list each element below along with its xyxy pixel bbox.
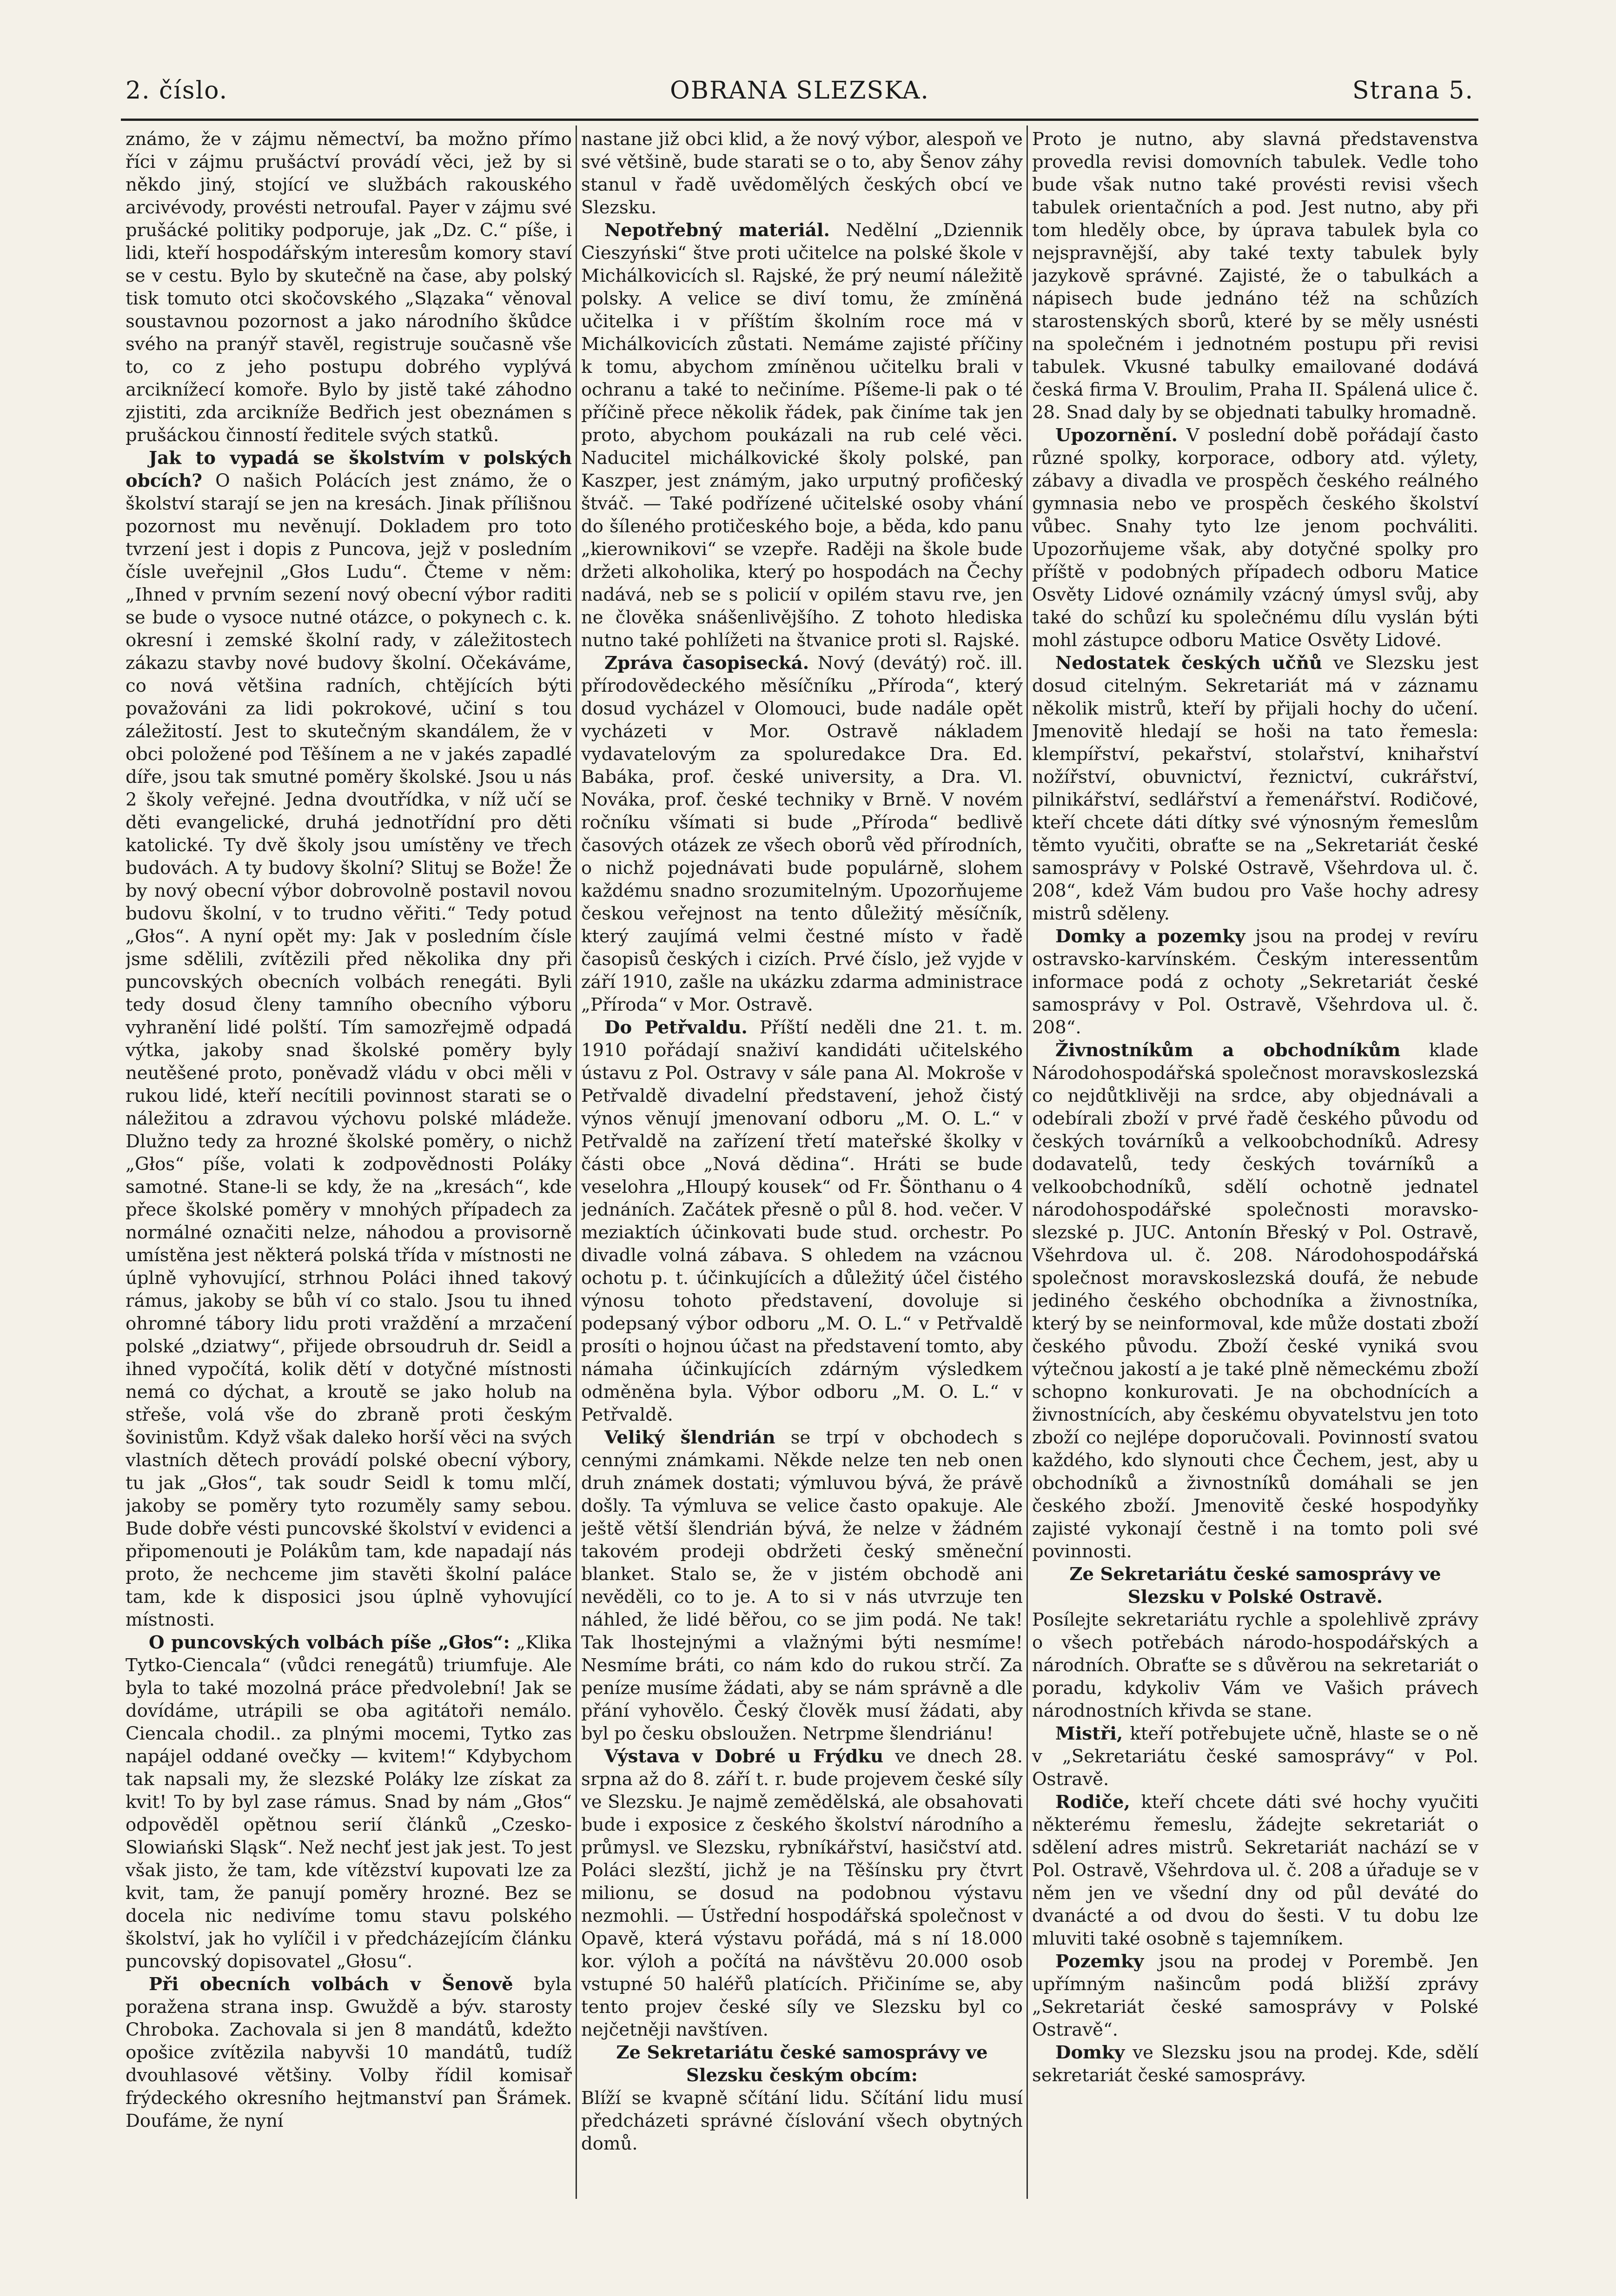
article-text: Nový (devátý) roč. ill. přírodovědeckého měsíčníku „Příroda“, který dosud vycházel v Olomouci, bude nadále opět vycházeti v Mor. Ostravě nákladem vydavatelovým za spoluredakce Dra. Ed. Babáka, prof. české university, a Dra. Vl. Nováka, prof. české techniky v Brně. V novém ročníku všímati si bude „Příroda“ bedlivě časových otázek ze všech oborů věd přírodních, o nichž pojednávati bude populárně, slohem každému snadno srozumitelným. Upozorňujeme českou veřejnost na tento důležitý měsíčník, který zaujímá velmi čestné místo v řadě časopisů českých i cizích. Prvé číslo, jež vyjde v září 1910, zašle na ukázku zdarma administrace „Příroda“ v Mor. Ostravě.: [581, 653, 1023, 1015]
article-text: klade Národohospodářská společnost moravskoslezská co nejdůtklivěji na srdce, aby objednávali a odebírali zboží v prvé řadě českého původu od českých továrníků a velkoobchodníků. Adresy dodavatelů, tedy českých továrníků a velkoobchodníků, sdělí ochotně jednatel národohospodářské společnosti moravsko-slezské p. JUC. Antonín Břeský v Pol. Ostravě, Všehrdova ul. č. 208. Národohospodářská společnost moravskoslezská doufá, že nebude jediného českého obchodníka a živnostníka, který by se neinformoval, kde může dostati zboží českého původu. Zboží české vyniká svou výtečnou jakostí a je také plně německému zboží schopno konkurovati. Je na obchodnících a živnostnících, aby českému obyvatelstvu jen toto zboží co nejlépe doporučovali. Povinností svatou každého, kdo slynouti chce Čechem, jest, aby u obchodníků a živnostníků domáhali se jen českého zboží. Jmenovitě české hospodyňky zajisté vykonají čestně i na tomto poli své povinnosti.: [1032, 1040, 1478, 1562]
article-paragraph: [1032, 925, 1478, 1039]
article-heading: Nedostatek českých učňů: [1055, 653, 1323, 674]
article-paragraph: [581, 1745, 1023, 2041]
article-paragraph: [1032, 128, 1478, 424]
article-text: byla poražena strana insp. Gwuždě a býv. starosty Chroboka. Zachovala si jen 8 mandátů, kdežto opošice zvítězila nabyvši 10 mandátů, tudíž dvouhlasové většiny. Volby řídil komisař frýdeckého okresního hejtmanství pan Šrámek. Doufáme, že nyní: [126, 1974, 572, 2131]
column-divider-2: [1027, 126, 1028, 2199]
article-heading: Ze Sekretariátu české samosprávy ve Slezsku českým obcím:: [616, 2042, 988, 2086]
article-paragraph: [126, 1631, 572, 1973]
article-paragraph: [581, 128, 1023, 219]
article-text: ve Slezsku jsou na prodej. Kde, sdělí sekretariát české samosprávy.: [1032, 2042, 1478, 2086]
article-text: jsou na prodej v revíru ostravsko-karvínském. Českým interessentům informace podá z ochoty „Sekretariát české samosprávy v Pol. Ostravě, Všehrdova ul. č. 208“.: [1032, 926, 1478, 1038]
article-text: O našich Polácích jest známo, že o školství starají se jen na kresách. Jinak přílišnou pozornost mu nevěnují. Dokladem pro toto tvrzení jest i dopis z Puncova, jejž v posledním čísle uveřejnil „Głos Ludu“. Čteme v něm: „Ihned v prvním sezení nový obecní výbor raditi se bude o vysoce nutné otázce, o pokynech c. k. okresní i zemské školní rady, v záležitostech zákazu stavby nové budovy školní. Očekáváme, co nová většina radních, chtějících býti považováni za lidi pokrokové, učiní s tou záležitostí. Jest to skutečným skandálem, že v obci položené pod Těšínem a ne v jakés zapadlé díře, jsou tak smutné poměry školské. Jsou u nás 2 školy veřejné. Jedna dvoutřídka, v níž učí se děti evangelické, druhá jednotřídní pro děti katolické. Ty dvě školy jsou umístěny ve třech budovách. A ty budovy školní? Slituj se Bože! Že by nový obecní výbor dobrovolně postavil novou budovu školní, v to trudno věřiti.“ Tedy potud „Głos“. A nyní opět my: Jak v posledním čísle jsme sdělili, zvítězili před několika dny při puncovských obecních volbách renegáti. Byli tedy dosud členy tamního obecního výboru vyhranění lidé polští. Tím samozřejmě odpadá výtka, jakoby snad školské poměry byly neutěšené proto, poněvadž vládu v obci měli v rukou lidé, kteří necítili povinnost starati se o náležitou a zdravou výchovu polské mládeže. Dlužno tedy za hrozné školské poměry, o nichž „Głos“ píše, volati k zodpovědnosti Poláky samotné. Stane-li se kdy, že na „kresách“, kde přece školské poměry v mnohých případech za normálné označiti nelze, náhodou a provisorně umístěna jest některá polská třída v místnosti ne úplně vyhovující, strhnou Poláci ihned takový rámus, jakoby se bůh ví co stalo. Jsou tu ihned ohromné tábory lidu proti vraždění a mrzačení polské „dziatwy“, přijede obrsoudruh dr. Seidl a ihned vypočítá, kolik dětí v dotyčné místnosti nemá co dýchat, a kroutě se jako holub na střeše, volá vše do zbraně proti českým šovinistům. Když však daleko horší věci na svých vlastních dětech provádí polské obecní výbory, tu jak „Głos“, tak soudr Seidl k tomu mlčí, jakoby se poměry tyto rozuměly samy sebou. Bude dobře vésti puncovské školství v evidenci a připomenouti je Polákům tam, kde napadají nás proto, že nechceme jim stavěti školní paláce tam, kde k disposici jsou úplně vyhovující místnosti.: [126, 470, 572, 1630]
article-paragraph: [581, 652, 1023, 1016]
article-heading: Upozornění.: [1055, 425, 1178, 446]
article-heading: Mistři,: [1055, 1723, 1123, 1744]
issue-number: 2. číslo.: [126, 77, 228, 105]
article-heading: Živnostníkům a obchodníkům: [1055, 1040, 1401, 1061]
article-paragraph: [1032, 1722, 1478, 1791]
article-text: se trpí v obchodech s cennými známkami. Někde nelze ten neb onen druh známek dostati; výmluvou bývá, že právě došly. Ta výmluva se velice často opakuje. Ale ještě větší šlendrián bývá, že nelze v žádném takovém prodeji obdržeti český směneční blanket. Stalo se, že v jistém obchodě ani nevěděli, co to je. A to si v nás utvrzuje ten náhled, že lidé běřou, co se jim podá. Ne tak! Tak lhostejnými a vlažnými býti nesmíme! Nesmíme bráti, co nám kdo do rukou strčí. Za peníze musíme žádati, aby se nám správně a dle přání vyhovělo. Český člověk musí žádati, aby byl po česku obsloužen. Netrpme šlendriánu!: [581, 1427, 1023, 1744]
article-heading: Při obecních volbách v Šenově: [149, 1974, 513, 1995]
article-paragraph: [581, 1426, 1023, 1745]
header-rule: [121, 119, 1478, 121]
article-paragraph: [126, 447, 572, 1631]
article-heading: Nepotřebný materiál.: [604, 220, 830, 241]
article-paragraph: [1032, 1950, 1478, 2041]
article-text: ve dnech 28. srpna až do 8. září t. r. bude projevem české síly ve Slezsku. Je najmě zemědělská, ale obsahovati bude i exposice z českého školství národního a průmysl. ve Slezsku, rybníkářství, hasičství atd. Poláci slezští, jichž je na Těšínsku pry čtvrt milionu, se dosud na podobnou výstavu nezmohli. — Ústřední hospodářská společnost v Opavě, která výstavu pořádá, má s ní 18.000 kor. výloh a počítá na návštěvu 20.000 osob vstupné 50 haléřů platících. Přičiníme se, aby tento projev české síly ve Slezsku byl co nejčetněji navštíven.: [581, 1746, 1023, 2040]
column-2: [581, 128, 1023, 2192]
article-heading: Ze Sekretariátu české samosprávy ve Slezsku v Polské Ostravě.: [1069, 1564, 1441, 1608]
column-1: [126, 128, 572, 2192]
article-text: jsou na prodej v Porembě. Jen upřímným našincům podá bližší zprávy „Sekretariát české samosprávy v Polské Ostravě“.: [1032, 1951, 1478, 2040]
article-text: Nedělní „Dziennik Cieszyński“ štve proti učitelce na polské škole v Michálkovicích sl. Rajské, že prý neumí náležitě polsky. A velice se diví tomu, že zmíněná učitelka i v příštím školním roce má v Michálkovicích zůstati. Nemáme zajisté příčiny k tomu, abychom zmíněnou učitelku brali v ochranu a také to nečiníme. Píšeme-li pak o té příčině přece několik řádek, pak činíme tak jen proto, abychom poukázali na rub celé věci. Naducitel michálkovické školy polské, pan Kaszper, jest známým, jako urputný profičeský štváč. — Také podřízené učitelské osoby vhání do šíleného protičeského boje, a běda, kdo panu „kierownikovi“ se vzepře. Raději na škole bude držeti alkoholika, který po hospodách na Čechy nadává, neb se s policií v opilém stavu rve, jen ne člověka snášenlivějšího. Z tohoto hlediska nutno také pohlížeti na štvanice proti sl. Rajské.: [581, 220, 1023, 651]
article-paragraph: [1032, 652, 1478, 925]
article-heading: Zpráva časopisecká.: [604, 653, 809, 674]
article-paragraph: [581, 1016, 1023, 1426]
article-text: V poslední době pořádají často různé spolky, korporace, odbory atd. výlety, zábavy a divadla ve prospěch českého reálného gymnasia nebo ve prospěch českého školství vůbec. Snahy tyto lze jenom pochváliti. Upozorňujeme však, aby dotyčné spolky pro příště v podobných případech odboru Matice Osvěty Lidové oznámily vzácný úmysl svůj, aby také do schůzí ku společnému dílu vyslán býti mohl zástupce odboru Matice Osvěty Lidové.: [1032, 425, 1478, 651]
article-paragraph: [126, 1973, 572, 2132]
article-text: Příští neděli dne 21. t. m. 1910 pořádají snaživí kandidáti učitelského ústavu z Pol. Ostravy v sále pana Al. Mokroše v Petřvaldě divadelní představení, jehož čistý výnos věnují jmenovaní odboru „M. O. L.“ v Petřvaldě na zařízení třetí mateřské školky v části obce „Nová dědina“. Hráti se bude veselohra „Hloupý kousek“ od Fr. Šönthanu o 4 jednáních. Začátek přesně o půl 8. hod. večer. V meziaktích účinkovati bude stud. orchestr. Po divadle volná zábava. S ohledem na vzácnou ochotu p. t. účinkujících a důležitý účel čistého výnosu tohoto představení, dovoluje si podepsaný výbor odboru „M. O. L.“ v Petřvaldě prosíti o hojnou účast na představení tomto, aby námaha účinkujících zdárným výsledkem odměněna byla. Výbor odboru „M. O. L.“ v Petřvaldě.: [581, 1017, 1023, 1425]
column-3: [1032, 128, 1478, 2192]
article-text: Posílejte sekretariátu rychle a spolehlivě zprávy o všech potřebách národo-hospodářských a národních. Obraťte se s důvěrou na sekretariát o poradu, kdykoliv Vám ve Vašich právech národnostních křivda se stane.: [1032, 1609, 1478, 1721]
article-heading: O puncovských volbách píše „Głos“:: [149, 1632, 510, 1653]
article-text: Blíží se kvapně sčítání lidu. Sčítání lidu musí předcházeti správné číslování všech obytných domů.: [581, 2088, 1023, 2154]
article-paragraph: [1032, 1791, 1478, 1950]
article-heading: Pozemky: [1055, 1951, 1144, 1972]
article-text: Proto je nutno, aby slavná představenstva provedla revisi domovních tabulek. Vedle toho bude však nutno také provésti revisi všech tabulek orientačních a pod. Jest nutno, aby při tom hleděly obce, by úprava tabulek byla co nejspravnější, aby také texty tabulek byly jazykově správné. Zajisté, že o tabulkách a nápisech bude jednáno též na schůzích starostenských sborů, které by se měly usnésti na společném i jednotném postupu při revisi tabulek. Vkusné tabulky emailované dodává česká firma V. Broulim, Praha II. Spálená ulice č. 28. Snad daly by se objednati tabulky hromadně.: [1032, 129, 1478, 423]
article-heading: Do Petřvaldu.: [604, 1017, 748, 1038]
article-heading: Domky: [1055, 2042, 1125, 2063]
article-heading: Výstava v Dobré u Frýdku: [604, 1746, 884, 1767]
article-paragraph: [1032, 1039, 1478, 1563]
article-paragraph: [1032, 2041, 1478, 2087]
article-paragraph: [1032, 424, 1478, 652]
article-heading: Veliký šlendrián: [604, 1427, 775, 1448]
page-header: [126, 70, 1474, 112]
article-text: „Klika Tytko-Ciencala“ (vůdci renegátů) triumfuje. Ale byla to také mozolná práce předvolební! Jak se dovídáme, utrápili se oba agitátoři nemálo. Ciencala chodil.. za plnými mocemi, Tytko zas napájel oddané ovečky — kvitem!“ Kdybychom tak napsali my, že slezské Poláky lze získat za kvit! To by byl zase rámus. Snad by nám „Głos“ odpověděl opětnou serií článků „Czesko-Slowiański Sląsk“. Než nechť jest jak jest. To jest však jisto, že tam, kde vítězství kupovati lze za kvit, tam, že panují poměry hrozné. Bez se docela nic nedivíme tomu stavu polského školství, jak ho vylíčil i v předcházejícím článku puncovský dopisovatel „Głosu“.: [126, 1632, 572, 1972]
article-heading: Rodiče,: [1055, 1792, 1130, 1813]
article-paragraph: [126, 128, 572, 447]
article-paragraph: [581, 219, 1023, 652]
article-paragraph: [1032, 1563, 1478, 1722]
newspaper-title: OBRANA SLEZSKA.: [670, 77, 929, 105]
article-text: známo, že v zájmu němectví, ba možno přímo říci v zájmu prušáctví provádí věci, jež by si někdo jiný, stojící ve službách rakouského arcivévody, provésti netroufal. Payer v zájmu své prušácké politiky podporuje, jak „Dz. C.“ píše, i lidi, kteří hospodářským interesům komory staví se v cestu. Bylo by skutečně na čase, aby polský tisk tomuto otci skočovského „Slązaka“ věnoval soustavnou pozornost a jako národního škůdce svého na pranýř stavěl, registruje současně vše to, co z jeho postupu dobrého vyplývá arciknížecí komoře. Bylo by jistě také záhodno zjistiti, zda arcikníže Bedřich jest obeznámen s prušáckou činností ředitele svých statků.: [126, 129, 572, 446]
article-heading: Domky a pozemky: [1055, 926, 1245, 947]
page-number: Strana 5.: [1352, 77, 1474, 105]
article-text: kteří potřebujete učně, hlaste se o ně v „Sekretariátu české samosprávy“ v Pol. Ostravě.: [1032, 1723, 1478, 1790]
article-paragraph: [581, 2041, 1023, 2155]
article-heading: Jak to vypadá se školstvím v polských obcích?: [126, 448, 572, 491]
article-text: kteří chcete dáti své hochy vyučiti některému řemeslu, žádejte sekretariát o sdělení adres mistrů. Sekretariát nachází se v Pol. Ostravě, Všehrdova ul. č. 208 a úřaduje se v něm jen ve všední dny od půl deváté do dvanácté a od dvou do šesti. V tu dobu lze mluviti také osobně s tajemníkem.: [1032, 1792, 1478, 1949]
column-divider-1: [576, 126, 577, 2199]
article-text: nastane již obci klid, a že nový výbor, alespoň ve své většině, bude starati se o to, aby Šenov záhy stanul v řadě uvědomělých českých obcí ve Slezsku.: [581, 129, 1023, 218]
article-text: ve Slezsku jest dosud citelným. Sekretariát má v záznamu několik mistrů, kteří by přijali hochy do učení. Jmenovitě hledají se hoši na tato řemesla: klempířství, pekařství, stolařství, knihařství nožířství, obuvnictví, řeznictví, cukrářství, pilnikářství, sedlářství a řemenářství. Rodičové, kteří chcete dáti dítky své výnosným řemeslům těmto vyučiti, obraťte se na „Sekretariát české samosprávy v Polské Ostravě, Všehrdova ul. č. 208“, kdež Vám budou pro Vaše hochy adresy mistrů sděleny.: [1032, 653, 1478, 924]
